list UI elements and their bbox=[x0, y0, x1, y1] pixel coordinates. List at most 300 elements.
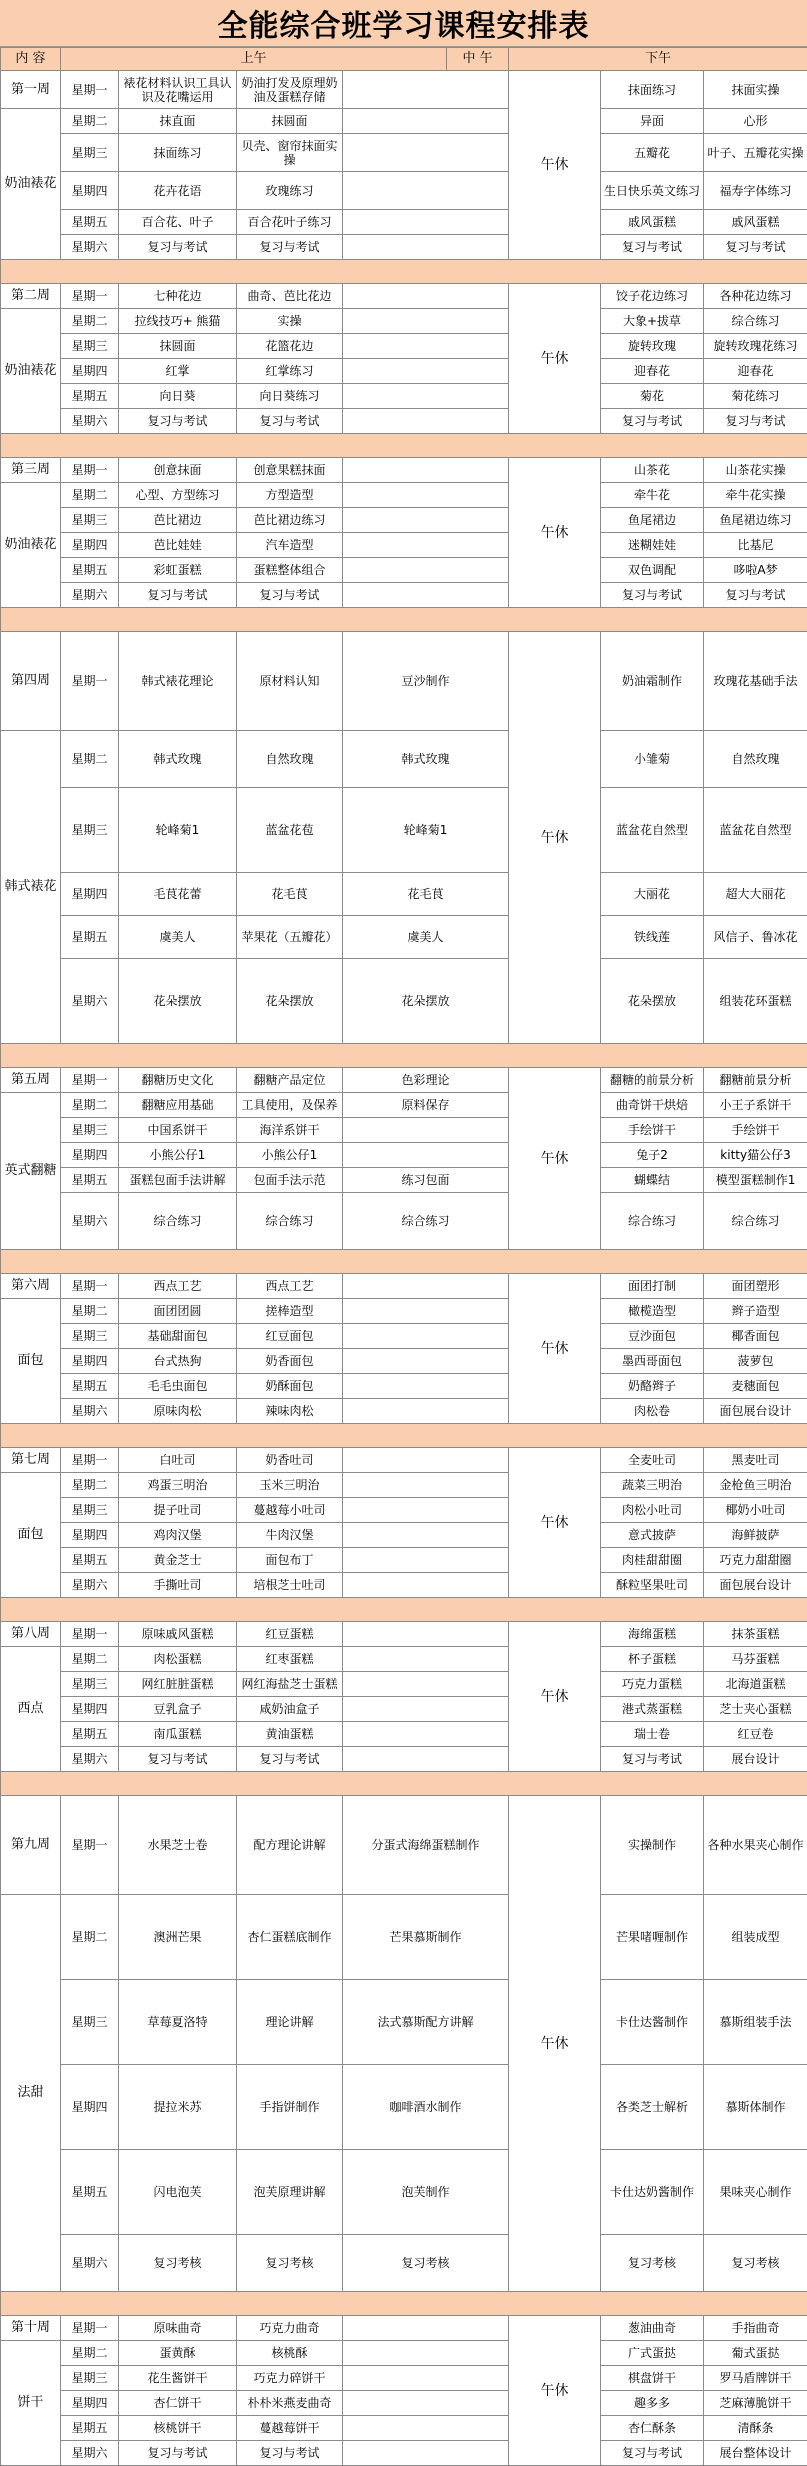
afternoon-cell: 面团塑形 bbox=[704, 1274, 807, 1299]
morning-cell: 百合花叶子练习 bbox=[237, 210, 343, 235]
afternoon-cell: 葡式蛋挞 bbox=[704, 2341, 807, 2366]
day-label: 星期三 bbox=[61, 334, 119, 359]
morning-cell: 练习包面 bbox=[343, 1168, 509, 1193]
day-label: 星期四 bbox=[61, 1349, 119, 1374]
schedule-row bbox=[1, 1193, 807, 1250]
day-label: 星期二 bbox=[61, 109, 119, 134]
morning-cell: 中国系饼干 bbox=[119, 1118, 237, 1143]
morning-cell: 西点工艺 bbox=[119, 1274, 237, 1299]
afternoon-cell: 菠萝包 bbox=[704, 1349, 807, 1374]
week-separator bbox=[1, 1250, 807, 1274]
morning-cell: 花毛茛 bbox=[343, 873, 509, 916]
morning-cell: 巧克力碎饼干 bbox=[237, 2366, 343, 2391]
separator-cell bbox=[1, 434, 807, 458]
morning-cell: 澳洲芒果 bbox=[119, 1895, 237, 1980]
afternoon-cell: 慕斯组装手法 bbox=[704, 1980, 807, 2065]
morning-cell: 花篮花边 bbox=[237, 334, 343, 359]
morning-cell: 向日葵 bbox=[119, 384, 237, 409]
morning-cell: 花卉花语 bbox=[119, 172, 237, 210]
schedule-row bbox=[1, 1895, 807, 1980]
morning-cell bbox=[343, 1274, 509, 1299]
day-label: 星期三 bbox=[61, 1118, 119, 1143]
afternoon-cell: 旋转玫瑰 bbox=[601, 334, 704, 359]
schedule-row bbox=[1, 2341, 807, 2366]
morning-cell bbox=[343, 1697, 509, 1722]
week-label: 第三周 bbox=[1, 458, 61, 483]
day-label: 星期一 bbox=[61, 458, 119, 483]
afternoon-cell: 全麦吐司 bbox=[601, 1448, 704, 1473]
morning-cell: 花朵摆放 bbox=[119, 959, 237, 1044]
morning-cell: 翻糖产品定位 bbox=[237, 1068, 343, 1093]
morning-cell: 贝壳、窗帘抹面实操 bbox=[237, 134, 343, 172]
afternoon-cell: 福寿字体练习 bbox=[704, 172, 807, 210]
day-label: 星期二 bbox=[61, 1299, 119, 1324]
morning-cell: 面团团圆 bbox=[119, 1299, 237, 1324]
morning-cell: 工具使用，及保养 bbox=[237, 1093, 343, 1118]
morning-cell: 色彩理论 bbox=[343, 1068, 509, 1093]
morning-cell bbox=[343, 1722, 509, 1747]
afternoon-cell: 复习考核 bbox=[704, 2235, 807, 2292]
afternoon-cell: 复习与考试 bbox=[601, 2441, 704, 2466]
morning-cell: 复习考核 bbox=[237, 2235, 343, 2292]
afternoon-cell: 抹茶蛋糕 bbox=[704, 1622, 807, 1647]
course-label: 饼干 bbox=[1, 2341, 61, 2466]
schedule-row bbox=[1, 1374, 807, 1399]
separator-cell bbox=[1, 2292, 807, 2316]
course-label: 西点 bbox=[1, 1647, 61, 1772]
day-label: 星期五 bbox=[61, 1722, 119, 1747]
schedule-row bbox=[1, 2366, 807, 2391]
day-label: 星期六 bbox=[61, 1747, 119, 1772]
morning-cell bbox=[343, 2341, 509, 2366]
week-separator bbox=[1, 434, 807, 458]
afternoon-cell: 生日快乐英文练习 bbox=[601, 172, 704, 210]
schedule-row bbox=[1, 1548, 807, 1573]
course-label: 法甜 bbox=[1, 1895, 61, 2292]
morning-cell: 豆沙制作 bbox=[343, 632, 509, 731]
noon-rest-cell: 午休 bbox=[509, 1274, 601, 1424]
morning-cell: 创意果糕抹面 bbox=[237, 458, 343, 483]
afternoon-cell: 椰香面包 bbox=[704, 1324, 807, 1349]
schedule-row bbox=[1, 1448, 807, 1473]
morning-cell: 朴朴米燕麦曲奇 bbox=[237, 2391, 343, 2416]
morning-cell: 杏仁蛋糕底制作 bbox=[237, 1895, 343, 1980]
morning-cell: 红枣蛋糕 bbox=[237, 1647, 343, 1672]
afternoon-cell: 豆沙面包 bbox=[601, 1324, 704, 1349]
morning-cell bbox=[343, 1672, 509, 1697]
morning-cell: 手撕吐司 bbox=[119, 1573, 237, 1598]
afternoon-cell: 复习与考试 bbox=[601, 583, 704, 608]
afternoon-cell: kitty猫公仔3 bbox=[704, 1143, 807, 1168]
schedule-row bbox=[1, 1168, 807, 1193]
schedule-row bbox=[1, 558, 807, 583]
afternoon-cell: 双色调配 bbox=[601, 558, 704, 583]
schedule-row bbox=[1, 384, 807, 409]
afternoon-cell: 迎春花 bbox=[601, 359, 704, 384]
day-label: 星期六 bbox=[61, 2235, 119, 2292]
week-label: 第九周 bbox=[1, 1796, 61, 1895]
morning-cell bbox=[343, 359, 509, 384]
morning-cell: 辣味肉松 bbox=[237, 1399, 343, 1424]
schedule-row bbox=[1, 1299, 807, 1324]
course-label: 面包 bbox=[1, 1473, 61, 1598]
morning-cell: 提拉米苏 bbox=[119, 2065, 237, 2150]
header-content: 内 容 bbox=[1, 48, 61, 71]
schedule-row bbox=[1, 1473, 807, 1498]
afternoon-cell: 复习与考试 bbox=[704, 235, 807, 260]
separator-cell bbox=[1, 608, 807, 632]
course-label: 面包 bbox=[1, 1299, 61, 1424]
afternoon-cell: 抹面练习 bbox=[601, 71, 704, 109]
morning-cell: 韩式裱花理论 bbox=[119, 632, 237, 731]
schedule-row bbox=[1, 235, 807, 260]
morning-cell: 基础甜面包 bbox=[119, 1324, 237, 1349]
morning-cell: 抹圆面 bbox=[119, 334, 237, 359]
morning-cell: 牛肉汉堡 bbox=[237, 1523, 343, 1548]
afternoon-cell: 抹面实操 bbox=[704, 71, 807, 109]
day-label: 星期一 bbox=[61, 1622, 119, 1647]
morning-cell: 台式热狗 bbox=[119, 1349, 237, 1374]
morning-cell: 红豆蛋糕 bbox=[237, 1622, 343, 1647]
morning-cell: 小熊公仔1 bbox=[119, 1143, 237, 1168]
day-label: 星期一 bbox=[61, 71, 119, 109]
schedule-row bbox=[1, 1274, 807, 1299]
afternoon-cell: 手绘饼干 bbox=[704, 1118, 807, 1143]
afternoon-cell: 兔子2 bbox=[601, 1143, 704, 1168]
morning-cell: 分蛋式海绵蛋糕制作 bbox=[343, 1796, 509, 1895]
morning-cell bbox=[343, 1573, 509, 1598]
afternoon-cell: 海绵蛋糕 bbox=[601, 1622, 704, 1647]
afternoon-cell: 酥粒坚果吐司 bbox=[601, 1573, 704, 1598]
morning-cell: 汽车造型 bbox=[237, 533, 343, 558]
afternoon-cell: 菊花 bbox=[601, 384, 704, 409]
afternoon-cell: 芝麻薄脆饼干 bbox=[704, 2391, 807, 2416]
morning-cell bbox=[343, 1143, 509, 1168]
afternoon-cell: 综合练习 bbox=[704, 309, 807, 334]
afternoon-cell: 小王子系饼干 bbox=[704, 1093, 807, 1118]
schedule-row bbox=[1, 2150, 807, 2235]
schedule-body bbox=[1, 48, 807, 2466]
week-separator bbox=[1, 260, 807, 284]
schedule-row bbox=[1, 788, 807, 873]
afternoon-cell: 大丽花 bbox=[601, 873, 704, 916]
morning-cell: 水果芝士卷 bbox=[119, 1796, 237, 1895]
day-label: 星期六 bbox=[61, 409, 119, 434]
morning-cell: 核桃饼干 bbox=[119, 2416, 237, 2441]
morning-cell: 奶酥面包 bbox=[237, 1374, 343, 1399]
day-label: 星期四 bbox=[61, 533, 119, 558]
morning-cell: 轮峰菊1 bbox=[343, 788, 509, 873]
afternoon-cell: 复习与考试 bbox=[601, 235, 704, 260]
morning-cell: 复习考核 bbox=[343, 2235, 509, 2292]
morning-cell: 手指饼制作 bbox=[237, 2065, 343, 2150]
morning-cell: 复习与考试 bbox=[237, 409, 343, 434]
week-label: 第十周 bbox=[1, 2316, 61, 2341]
noon-rest-cell: 午休 bbox=[509, 1622, 601, 1772]
schedule-row bbox=[1, 1093, 807, 1118]
morning-cell bbox=[343, 134, 509, 172]
schedule-row bbox=[1, 409, 807, 434]
morning-cell: 复习与考试 bbox=[119, 235, 237, 260]
morning-cell: 理论讲解 bbox=[237, 1980, 343, 2065]
day-label: 星期三 bbox=[61, 788, 119, 873]
day-label: 星期六 bbox=[61, 959, 119, 1044]
morning-cell: 原材料认知 bbox=[237, 632, 343, 731]
afternoon-cell: 手指曲奇 bbox=[704, 2316, 807, 2341]
morning-cell: 花朵摆放 bbox=[237, 959, 343, 1044]
afternoon-cell: 各类芝士解析 bbox=[601, 2065, 704, 2150]
morning-cell: 网红海盐芝士蛋糕 bbox=[237, 1672, 343, 1697]
afternoon-cell: 菊花练习 bbox=[704, 384, 807, 409]
morning-cell: 虞美人 bbox=[343, 916, 509, 959]
separator-cell bbox=[1, 1424, 807, 1448]
afternoon-cell: 花朵摆放 bbox=[601, 959, 704, 1044]
morning-cell bbox=[343, 583, 509, 608]
morning-cell: 复习与考试 bbox=[237, 2441, 343, 2466]
week-separator bbox=[1, 608, 807, 632]
separator-cell bbox=[1, 260, 807, 284]
morning-cell bbox=[343, 533, 509, 558]
morning-cell: 复习与考试 bbox=[237, 583, 343, 608]
afternoon-cell: 复习与考试 bbox=[601, 1747, 704, 1772]
schedule-row bbox=[1, 2391, 807, 2416]
separator-cell bbox=[1, 1044, 807, 1068]
day-label: 星期二 bbox=[61, 1093, 119, 1118]
course-label: 奶油裱花 bbox=[1, 109, 61, 260]
schedule-row bbox=[1, 1622, 807, 1647]
afternoon-cell: 复习考核 bbox=[601, 2235, 704, 2292]
morning-cell bbox=[343, 2416, 509, 2441]
day-label: 星期一 bbox=[61, 1796, 119, 1895]
header-row bbox=[1, 48, 807, 71]
day-label: 星期二 bbox=[61, 309, 119, 334]
afternoon-cell: 山茶花 bbox=[601, 458, 704, 483]
day-label: 星期五 bbox=[61, 916, 119, 959]
afternoon-cell: 蓝盆花自然型 bbox=[601, 788, 704, 873]
morning-cell: 南瓜蛋糕 bbox=[119, 1722, 237, 1747]
schedule-row bbox=[1, 359, 807, 384]
schedule-row bbox=[1, 873, 807, 916]
day-label: 星期六 bbox=[61, 235, 119, 260]
morning-cell bbox=[343, 384, 509, 409]
day-label: 星期六 bbox=[61, 2441, 119, 2466]
separator-cell bbox=[1, 1772, 807, 1796]
morning-cell bbox=[343, 1523, 509, 1548]
afternoon-cell: 五瓣花 bbox=[601, 134, 704, 172]
schedule-row bbox=[1, 109, 807, 134]
afternoon-cell: 实操制作 bbox=[601, 1796, 704, 1895]
afternoon-cell: 黑麦吐司 bbox=[704, 1448, 807, 1473]
day-label: 星期一 bbox=[61, 1068, 119, 1093]
morning-cell bbox=[343, 458, 509, 483]
morning-cell: 综合练习 bbox=[237, 1193, 343, 1250]
afternoon-cell: 大象+拔草 bbox=[601, 309, 704, 334]
morning-cell bbox=[343, 1498, 509, 1523]
day-label: 星期四 bbox=[61, 1143, 119, 1168]
morning-cell: 蛋糕包面手法讲解 bbox=[119, 1168, 237, 1193]
morning-cell bbox=[343, 284, 509, 309]
schedule-row bbox=[1, 1796, 807, 1895]
afternoon-cell: 饺子花边练习 bbox=[601, 284, 704, 309]
morning-cell bbox=[343, 1118, 509, 1143]
schedule-row bbox=[1, 1980, 807, 2065]
morning-cell bbox=[343, 1374, 509, 1399]
morning-cell: 毛毛虫面包 bbox=[119, 1374, 237, 1399]
noon-rest-cell: 午休 bbox=[509, 2316, 601, 2466]
morning-cell: 复习与考试 bbox=[119, 409, 237, 434]
morning-cell: 复习与考试 bbox=[119, 583, 237, 608]
afternoon-cell: 各种花边练习 bbox=[704, 284, 807, 309]
day-label: 星期一 bbox=[61, 2316, 119, 2341]
day-label: 星期三 bbox=[61, 508, 119, 533]
afternoon-cell: 复习与考试 bbox=[704, 583, 807, 608]
morning-cell: 培根芝士吐司 bbox=[237, 1573, 343, 1598]
afternoon-cell: 综合练习 bbox=[704, 1193, 807, 1250]
morning-cell: 韩式玫瑰 bbox=[343, 731, 509, 788]
day-label: 星期五 bbox=[61, 558, 119, 583]
day-label: 星期三 bbox=[61, 1324, 119, 1349]
afternoon-cell: 椰奶小吐司 bbox=[704, 1498, 807, 1523]
morning-cell: 复习与考试 bbox=[119, 1747, 237, 1772]
schedule-row bbox=[1, 134, 807, 172]
day-label: 星期四 bbox=[61, 873, 119, 916]
afternoon-cell: 戚风蛋糕 bbox=[601, 210, 704, 235]
week-label: 第五周 bbox=[1, 1068, 61, 1093]
morning-cell: 原料保存 bbox=[343, 1093, 509, 1118]
schedule-row bbox=[1, 533, 807, 558]
morning-cell: 蔓越莓小吐司 bbox=[237, 1498, 343, 1523]
morning-cell: 原味曲奇 bbox=[119, 2316, 237, 2341]
noon-rest-cell: 午休 bbox=[509, 632, 601, 1044]
schedule-row bbox=[1, 210, 807, 235]
schedule-row bbox=[1, 483, 807, 508]
morning-cell: 红掌 bbox=[119, 359, 237, 384]
morning-cell bbox=[343, 1747, 509, 1772]
schedule-row bbox=[1, 1349, 807, 1374]
morning-cell: 奶油打发及原理奶油及蛋糕存储 bbox=[237, 71, 343, 109]
afternoon-cell: 蔬菜三明治 bbox=[601, 1473, 704, 1498]
morning-cell bbox=[343, 508, 509, 533]
schedule-row bbox=[1, 916, 807, 959]
morning-cell bbox=[343, 1622, 509, 1647]
morning-cell: 毛茛花蕾 bbox=[119, 873, 237, 916]
day-label: 星期二 bbox=[61, 483, 119, 508]
afternoon-cell: 心形 bbox=[704, 109, 807, 134]
course-label: 奶油裱花 bbox=[1, 309, 61, 434]
afternoon-cell: 肉松卷 bbox=[601, 1399, 704, 1424]
morning-cell: 方型造型 bbox=[237, 483, 343, 508]
afternoon-cell: 翻糖的前景分析 bbox=[601, 1068, 704, 1093]
morning-cell bbox=[343, 109, 509, 134]
schedule-row bbox=[1, 2416, 807, 2441]
schedule-row bbox=[1, 1647, 807, 1672]
schedule-row bbox=[1, 1523, 807, 1548]
schedule-row bbox=[1, 2235, 807, 2292]
morning-cell: 抹直面 bbox=[119, 109, 237, 134]
day-label: 星期一 bbox=[61, 1448, 119, 1473]
morning-cell: 鸡蛋三明治 bbox=[119, 1473, 237, 1498]
week-label: 第七周 bbox=[1, 1448, 61, 1473]
morning-cell: 巧克力曲奇 bbox=[237, 2316, 343, 2341]
morning-cell: 玉米三明治 bbox=[237, 1473, 343, 1498]
noon-rest-cell: 午休 bbox=[509, 71, 601, 260]
morning-cell bbox=[343, 1548, 509, 1573]
morning-cell bbox=[343, 334, 509, 359]
morning-cell: 复习与考试 bbox=[237, 235, 343, 260]
afternoon-cell: 风信子、鲁冰花 bbox=[704, 916, 807, 959]
day-label: 星期六 bbox=[61, 1399, 119, 1424]
morning-cell: 翻糖历史文化 bbox=[119, 1068, 237, 1093]
morning-cell bbox=[343, 210, 509, 235]
morning-cell: 复习与考试 bbox=[119, 2441, 237, 2466]
week-separator bbox=[1, 1772, 807, 1796]
schedule-row bbox=[1, 1672, 807, 1697]
week-separator bbox=[1, 1598, 807, 1622]
schedule-row bbox=[1, 1697, 807, 1722]
morning-cell bbox=[343, 2316, 509, 2341]
afternoon-cell: 巧克力甜甜圈 bbox=[704, 1548, 807, 1573]
morning-cell bbox=[343, 2441, 509, 2466]
morning-cell: 搓棒造型 bbox=[237, 1299, 343, 1324]
afternoon-cell: 肉松小吐司 bbox=[601, 1498, 704, 1523]
schedule-row bbox=[1, 284, 807, 309]
morning-cell: 包面手法示范 bbox=[237, 1168, 343, 1193]
morning-cell bbox=[343, 71, 509, 109]
schedule-row bbox=[1, 1399, 807, 1424]
morning-cell: 豆乳盒子 bbox=[119, 1697, 237, 1722]
morning-cell: 闪电泡芙 bbox=[119, 2150, 237, 2235]
afternoon-cell: 卡仕达奶酱制作 bbox=[601, 2150, 704, 2235]
morning-cell: 蓝盆花苞 bbox=[237, 788, 343, 873]
morning-cell: 鸡肉汉堡 bbox=[119, 1523, 237, 1548]
morning-cell: 蛋黄酥 bbox=[119, 2341, 237, 2366]
afternoon-cell: 肉桂甜甜圈 bbox=[601, 1548, 704, 1573]
schedule-row bbox=[1, 458, 807, 483]
day-label: 星期六 bbox=[61, 583, 119, 608]
morning-cell: 蔓越莓饼干 bbox=[237, 2416, 343, 2441]
afternoon-cell: 超大大丽花 bbox=[704, 873, 807, 916]
week-label: 第八周 bbox=[1, 1622, 61, 1647]
morning-cell: 小熊公仔1 bbox=[237, 1143, 343, 1168]
afternoon-cell: 牵牛花实操 bbox=[704, 483, 807, 508]
morning-cell: 轮峰菊1 bbox=[119, 788, 237, 873]
morning-cell: 七种花边 bbox=[119, 284, 237, 309]
day-label: 星期五 bbox=[61, 2150, 119, 2235]
afternoon-cell: 棋盘饼干 bbox=[601, 2366, 704, 2391]
afternoon-cell: 瑞士卷 bbox=[601, 1722, 704, 1747]
day-label: 星期二 bbox=[61, 1473, 119, 1498]
day-label: 星期一 bbox=[61, 632, 119, 731]
afternoon-cell: 手绘饼干 bbox=[601, 1118, 704, 1143]
week-label: 第四周 bbox=[1, 632, 61, 731]
afternoon-cell: 北海道蛋糕 bbox=[704, 1672, 807, 1697]
morning-cell: 向日葵练习 bbox=[237, 384, 343, 409]
morning-cell: 黄金芝士 bbox=[119, 1548, 237, 1573]
afternoon-cell: 奶油霜制作 bbox=[601, 632, 704, 731]
morning-cell bbox=[343, 1448, 509, 1473]
afternoon-cell: 叶子、五瓣花实操 bbox=[704, 134, 807, 172]
afternoon-cell: 曲奇饼干烘焙 bbox=[601, 1093, 704, 1118]
afternoon-cell: 芝士夹心蛋糕 bbox=[704, 1697, 807, 1722]
afternoon-cell: 综合练习 bbox=[601, 1193, 704, 1250]
morning-cell: 芭比裙边练习 bbox=[237, 508, 343, 533]
morning-cell: 配方理论讲解 bbox=[237, 1796, 343, 1895]
afternoon-cell: 果味夹心制作 bbox=[704, 2150, 807, 2235]
noon-rest-cell: 午休 bbox=[509, 1068, 601, 1250]
afternoon-cell: 葱油曲奇 bbox=[601, 2316, 704, 2341]
morning-cell: 红掌练习 bbox=[237, 359, 343, 384]
morning-cell: 网红脏脏蛋糕 bbox=[119, 1672, 237, 1697]
